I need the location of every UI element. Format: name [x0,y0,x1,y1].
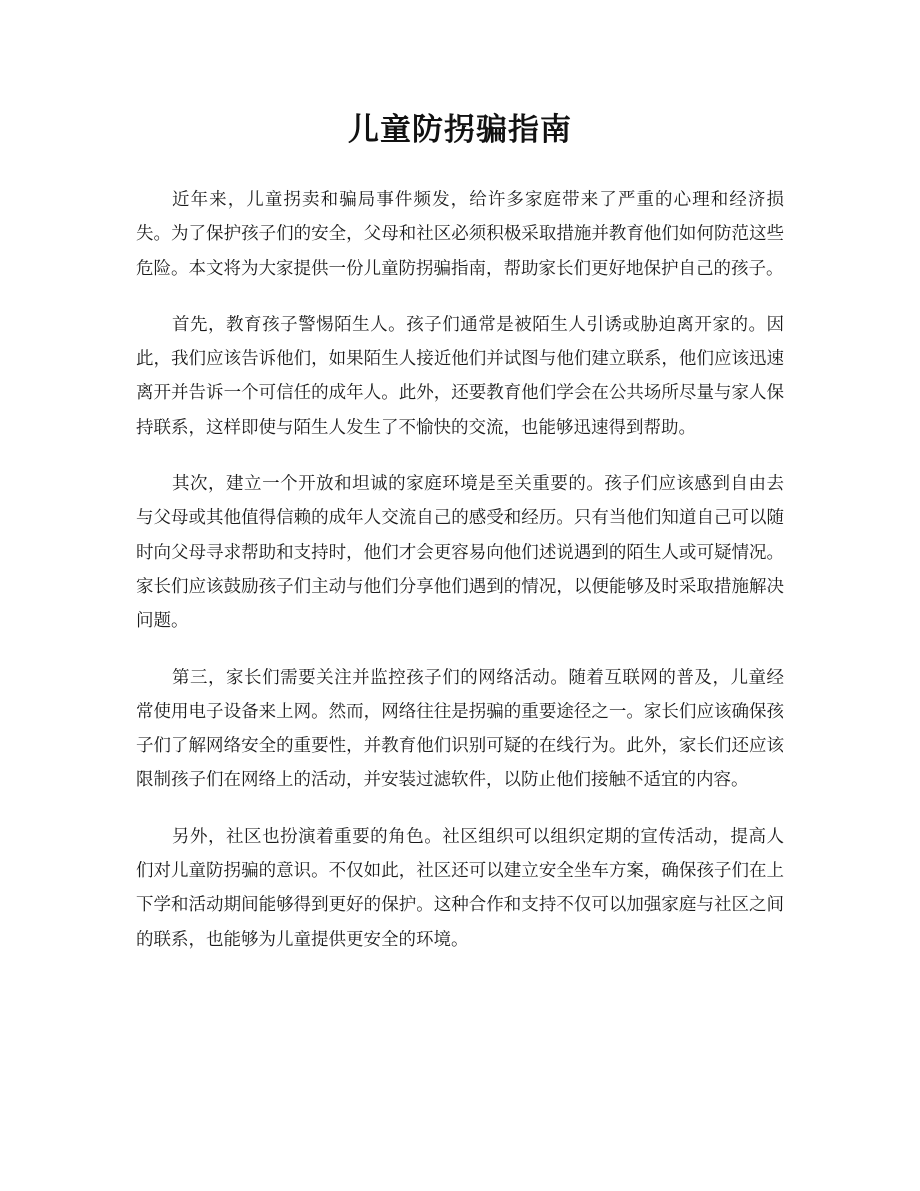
paragraph-1: 近年来，儿童拐卖和骗局事件频发，给许多家庭带来了严重的心理和经济损失。为了保护孩子们的安全，父母和社区必须积极采取措施并教育他们如何防范这些危险。本文将为大家提供一份儿童防拐骗指南，帮助家长们更好地保护自己的孩子。 [136,190,784,279]
paragraph-3: 其次，建立一个开放和坦诚的家庭环境是至关重要的。孩子们应该感到自由去与父母或其他值得信赖的成年人交流自己的感受和经历。只有当他们知道自己可以随时向父母寻求帮助和支持时，他们才会更容易向他们述说遇到的陌生人或可疑情况。家长们应该鼓励孩子们主动与他们分享他们遇到的情况，以便能够及时采取措施解决问题。 [136,474,784,632]
paragraph-5: 另外，社区也扮演着重要的角色。社区组织可以组织定期的宣传活动，提高人们对儿童防拐骗的意识。不仅如此，社区还可以建立安全坐车方案，确保孩子们在上下学和活动期间能够得到更好的保护。这种合作和支持不仅可以加强家庭与社区之间的联系，也能够为儿童提供更安全的环境。 [136,826,784,950]
document-body [136,183,784,979]
paragraph-2: 首先，教育孩子警惕陌生人。孩子们通常是被陌生人引诱或胁迫离开家的。因此，我们应该告诉他们，如果陌生人接近他们并试图与他们建立联系，他们应该迅速离开并告诉一个可信任的成年人。此外，还要教育他们学会在公共场所尽量与家人保持联系，这样即使与陌生人发生了不愉快的交流，也能够迅速得到帮助。 [136,314,784,438]
paragraph-4: 第三，家长们需要关注并监控孩子们的网络活动。随着互联网的普及，儿童经常使用电子设备来上网。然而，网络往往是拐骗的重要途径之一。家长们应该确保孩子们了解网络安全的重要性，并教育他们识别可疑的在线行为。此外，家长们还应该限制孩子们在网络上的活动，并安装过滤软件，以防止他们接触不适宜的内容。 [136,667,784,791]
page-title: 儿童防拐骗指南 [348,112,572,148]
